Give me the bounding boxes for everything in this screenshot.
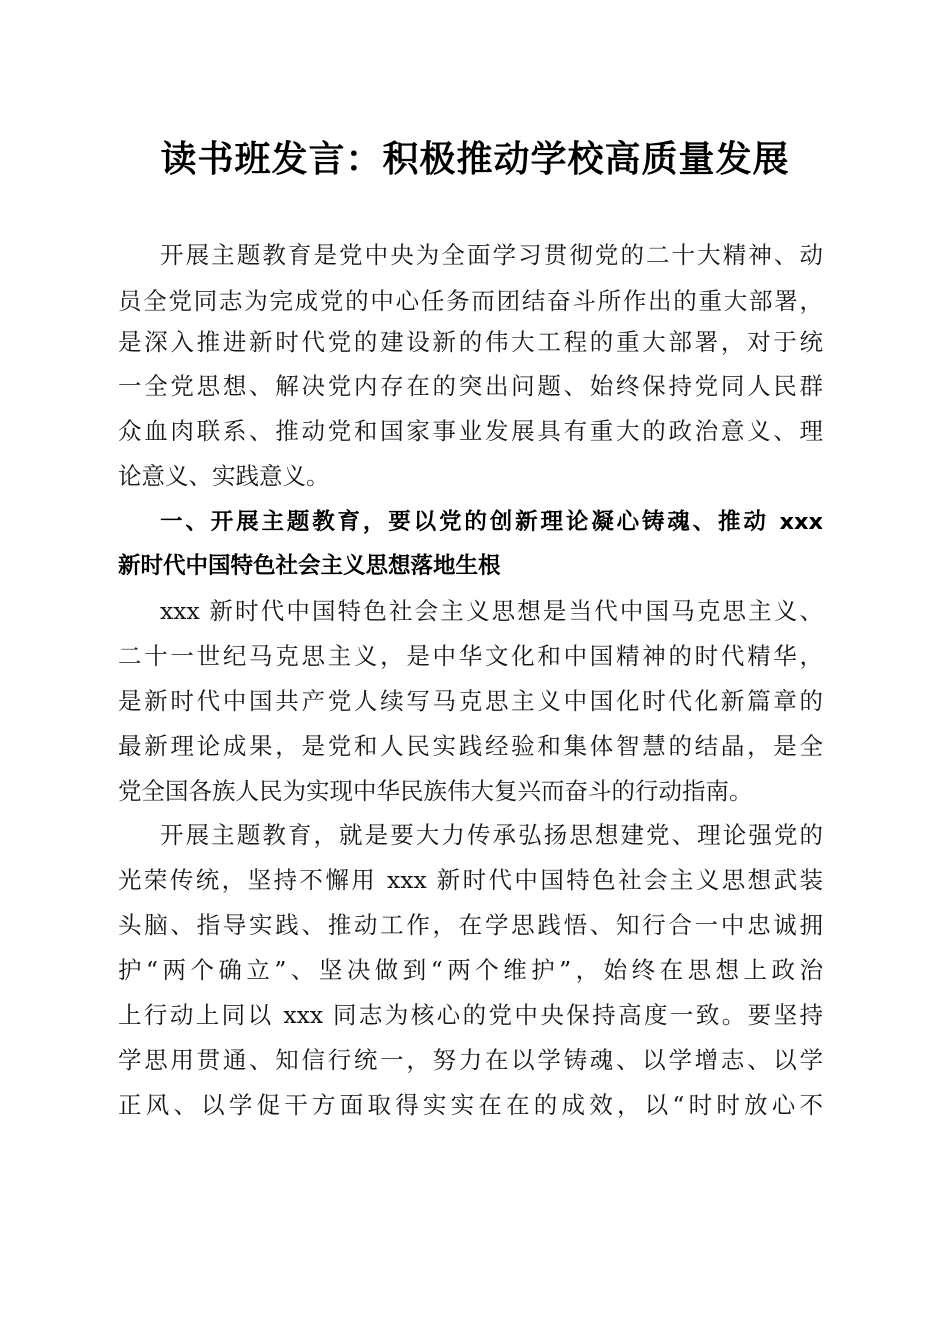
paragraph-line: 上行动上同以 xxx 同志为核心的党中央保持高度一致。要坚持 <box>118 1001 823 1029</box>
paragraph-line: 论意义、实践意义。 <box>118 462 330 490</box>
paragraph-line: 开展主题教育，就是要大力传承弘扬思想建党、理论强党的 <box>160 821 823 849</box>
paragraph-line: 一全党思想、解决党内存在的突出问题、始终保持党同人民群 <box>118 372 823 400</box>
paragraph-line: 光荣传统，坚持不懈用 xxx 新时代中国特色社会主义思想武装 <box>118 866 823 894</box>
paragraph-line: 护“两个确立”、坚决做到“两个维护”，始终在思想上政治 <box>118 956 823 984</box>
section-heading-line: 新时代中国特色社会主义思想落地生根 <box>118 553 501 579</box>
paragraph-line: 学思用贯通、知信行统一，努力在以学铸魂、以学增志、以学 <box>118 1046 823 1074</box>
paragraph-line: 二十一世纪马克思主义，是中华文化和中国精神的时代精华， <box>118 642 823 670</box>
paragraph-line: 开展主题教育是党中央为全面学习贯彻党的二十大精神、动 <box>160 241 823 269</box>
paragraph-line: xxx 新时代中国特色社会主义思想是当代中国马克思主义、 <box>160 597 823 625</box>
paragraph-line: 员全党同志为完成党的中心任务而团结奋斗所作出的重大部署， <box>118 287 823 315</box>
paragraph-line: 最新理论成果，是党和人民实践经验和集体智慧的结晶，是全 <box>118 732 823 760</box>
paragraph-line: 党全国各族人民为实现中华民族伟大复兴而奋斗的行动指南。 <box>118 777 753 805</box>
section-heading-line: 一、开展主题教育，要以党的创新理论凝心铸魂、推动 xxx <box>160 509 823 535</box>
paragraph-line: 正风、以学促干方面取得实实在在的成效，以“时时放心不 <box>118 1091 823 1119</box>
paragraph-line: 是新时代中国共产党人续写马克思主义中国化时代化新篇章的 <box>118 687 823 715</box>
paragraph-line: 是深入推进新时代党的建设新的伟大工程的重大部署，对于统 <box>118 328 823 356</box>
paragraph-line: 头脑、指导实践、推动工作，在学思践悟、知行合一中忠诚拥 <box>118 911 823 939</box>
document-title: 读书班发言：积极推动学校高质量发展 <box>160 138 790 180</box>
paragraph-line: 众血肉联系、推动党和国家事业发展具有重大的政治意义、理 <box>118 417 823 445</box>
